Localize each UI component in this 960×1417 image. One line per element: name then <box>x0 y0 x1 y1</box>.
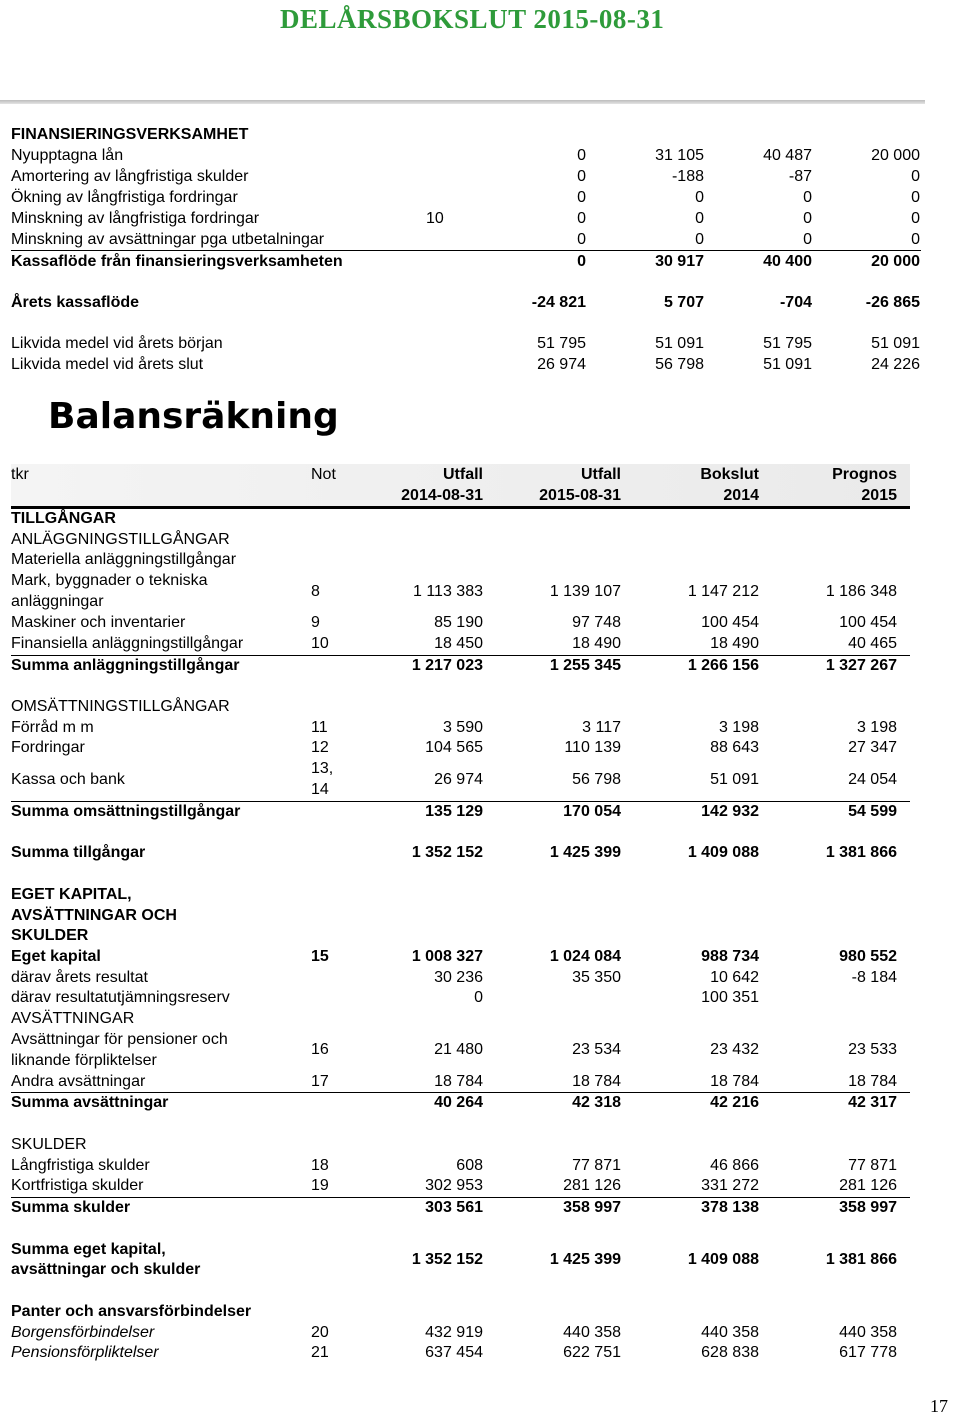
row-note: 11 <box>311 718 328 736</box>
row-label: Borgensförbindelser <box>11 1323 155 1341</box>
table-row <box>11 1343 910 1364</box>
row-note: 9 <box>311 614 320 632</box>
row-note: 15 <box>311 947 329 965</box>
cell-value: 51 795 <box>537 335 586 352</box>
cell-value: 1 409 088 <box>687 1250 759 1268</box>
table-row <box>11 145 921 166</box>
cell-value: 440 358 <box>839 1323 897 1341</box>
cell-value: 30 236 <box>434 968 483 986</box>
cell-value: 0 <box>803 231 812 248</box>
row-label: Mark, byggnader o tekniska anläggningar <box>11 572 208 611</box>
page-number: 17 <box>930 1396 948 1416</box>
row-label: Finansiella anläggningstillgångar <box>11 634 244 652</box>
subsection-heading: Materiella anläggningstillgångar <box>11 551 237 569</box>
header-col-3: Bokslut 2014 <box>700 466 759 504</box>
row-label: Summa skulder <box>11 1198 131 1216</box>
total-row <box>11 292 921 313</box>
header-divider <box>0 100 925 104</box>
cell-value: 0 <box>577 253 586 270</box>
section-heading: AVSÄTTNINGAR OCH <box>11 906 177 924</box>
cell-value: 51 091 <box>710 770 759 788</box>
table-row <box>11 208 921 229</box>
cell-value: 0 <box>695 189 704 206</box>
row-label: Minskning av avsättningar pga utbetalningar <box>11 231 325 248</box>
row-label: Summa avsättningar <box>11 1094 169 1112</box>
row-note: 19 <box>311 1177 329 1195</box>
header-col-2: Utfall 2015-08-31 <box>539 466 621 504</box>
table-row <box>11 229 921 251</box>
cell-value: 378 138 <box>701 1198 759 1216</box>
row-note: 8 <box>311 582 320 600</box>
row-label: Summa omsättningstillgångar <box>11 803 241 821</box>
row-label: Amortering av långfristiga skulder <box>11 168 249 185</box>
table-row <box>11 759 910 802</box>
cell-value: 0 <box>911 210 920 227</box>
cell-value: 97 748 <box>572 614 621 632</box>
row-label: Årets kassaflöde <box>11 294 140 311</box>
header-col-1: Utfall 2014-08-31 <box>401 466 483 504</box>
cell-value: 1 352 152 <box>411 1250 483 1268</box>
cell-value: 3 198 <box>856 718 897 736</box>
row-label: därav resultatutjämningsreserv <box>11 989 230 1007</box>
row-label: Summa tillgångar <box>11 844 146 862</box>
cell-value: 0 <box>803 210 812 227</box>
cell-value: 1 255 345 <box>549 656 621 674</box>
cell-value: 18 450 <box>434 634 483 652</box>
section-heading: ANLÄGGNINGSTILLGÅNGAR <box>11 530 230 548</box>
cell-value: 303 561 <box>425 1198 483 1216</box>
row-note: 10 <box>426 210 444 227</box>
row-label: Kassaflöde från finansieringsverksamheten <box>11 253 343 270</box>
total-row <box>11 1198 910 1219</box>
section-heading: TILLGÅNGAR <box>11 510 116 527</box>
cell-value: 51 091 <box>871 335 920 352</box>
cell-value: 20 000 <box>871 253 920 270</box>
table-row <box>11 187 921 208</box>
cell-value: -24 821 <box>531 294 586 311</box>
cell-value: 1 113 383 <box>413 582 483 600</box>
row-label: Maskiner och inventarier <box>11 614 186 632</box>
total-row <box>11 802 910 823</box>
total-row <box>11 656 910 677</box>
section-heading: Panter och ansvarsförbindelser <box>11 1303 252 1320</box>
row-label: Summa eget kapital, avsättningar och skulder <box>11 1240 201 1279</box>
cell-value: 980 552 <box>839 947 897 965</box>
section-heading: OMSÄTTNINGSTILLGÅNGAR <box>11 697 230 715</box>
cell-value: 24 226 <box>871 356 920 373</box>
cell-value: 18 784 <box>710 1072 759 1090</box>
cell-value: 608 <box>456 1156 483 1174</box>
cell-value: 18 784 <box>572 1072 621 1090</box>
total-row <box>11 1239 910 1281</box>
cell-value: 51 091 <box>655 335 704 352</box>
cell-value: 0 <box>577 147 586 164</box>
table-row <box>11 166 921 187</box>
cell-value: 432 919 <box>425 1323 483 1341</box>
cell-value: -704 <box>779 294 812 311</box>
table-row <box>11 988 910 1009</box>
cell-value: 622 751 <box>563 1344 621 1362</box>
cell-value: 1 139 107 <box>549 582 621 600</box>
cell-value: 42 317 <box>848 1094 897 1112</box>
cell-value: 358 997 <box>839 1198 897 1216</box>
cell-value: 51 795 <box>763 335 812 352</box>
cell-value: 40 465 <box>848 634 897 652</box>
row-label: Nyupptagna lån <box>11 147 124 164</box>
section-heading <box>11 124 921 145</box>
row-note: 10 <box>311 634 329 652</box>
row-note: 20 <box>311 1323 329 1341</box>
row-label: Pensionsförpliktelser <box>11 1344 159 1362</box>
cell-value: -188 <box>671 168 704 185</box>
section-heading: SKULDER <box>11 1135 87 1153</box>
cell-value: 51 091 <box>763 356 812 373</box>
cell-value: 23 534 <box>572 1041 621 1059</box>
section-heading: SKULDER <box>11 927 89 945</box>
cell-value: 637 454 <box>425 1344 483 1362</box>
cell-value: 1 425 399 <box>549 844 621 862</box>
cell-value: 40 487 <box>763 147 812 164</box>
table-row <box>11 613 910 634</box>
cell-value: 100 351 <box>701 989 759 1007</box>
cell-value: 31 105 <box>655 147 704 164</box>
cell-value: 1 024 084 <box>549 947 621 965</box>
cell-value: 26 974 <box>434 770 483 788</box>
cell-value: 3 117 <box>582 718 621 736</box>
row-label: Likvida medel vid årets slut <box>11 356 204 373</box>
cell-value: 26 974 <box>537 356 586 373</box>
section-heading: EGET KAPITAL, <box>11 885 132 903</box>
balance-sheet-title: Balansräkning <box>48 396 339 437</box>
row-note: 12 <box>311 739 329 757</box>
row-label: Minskning av långfristiga fordringar <box>11 210 260 227</box>
header-not: Not <box>311 466 336 483</box>
cell-value: 21 480 <box>434 1041 483 1059</box>
cell-value: 0 <box>695 210 704 227</box>
row-label: Fordringar <box>11 739 85 757</box>
table-row <box>11 1072 910 1094</box>
cell-value: -26 865 <box>865 294 920 311</box>
row-label: Förråd m m <box>11 718 94 736</box>
table-row <box>11 718 910 739</box>
cell-value: 24 054 <box>848 770 897 788</box>
table-row <box>11 947 910 968</box>
cell-value: 302 953 <box>425 1177 483 1195</box>
cell-value: 77 871 <box>848 1156 897 1174</box>
financing-section <box>11 124 921 375</box>
table-header <box>11 464 910 509</box>
cell-value: 23 533 <box>848 1041 897 1059</box>
cell-value: 1 147 212 <box>687 582 759 600</box>
cell-value: 170 054 <box>563 803 621 821</box>
cell-value: 20 000 <box>871 147 920 164</box>
cell-value: 331 272 <box>701 1177 759 1195</box>
cell-value: 5 707 <box>663 294 704 311</box>
document-title: DELÅRSBOKSLUT 2015-08-31 <box>280 4 665 34</box>
section-heading: AVSÄTTNINGAR <box>11 1010 135 1028</box>
cell-value: 3 198 <box>718 718 759 736</box>
cell-value: 1 008 327 <box>411 947 483 965</box>
cell-value: 135 129 <box>425 803 483 821</box>
financing-title: FINANSIERINGSVERKSAMHET <box>11 126 249 143</box>
cell-value: 0 <box>577 210 586 227</box>
table-row <box>11 968 910 989</box>
cell-value: 440 358 <box>563 1323 621 1341</box>
table-row <box>11 571 910 613</box>
cell-value: 18 784 <box>434 1072 483 1090</box>
row-label: Ökning av långfristiga fordringar <box>11 189 238 206</box>
table-row <box>11 354 921 375</box>
cell-value: 281 126 <box>563 1177 621 1195</box>
row-note: 16 <box>311 1041 329 1059</box>
row-label: Långfristiga skulder <box>11 1156 150 1174</box>
cell-value: 1 409 088 <box>687 844 759 862</box>
row-label: Summa anläggningstillgångar <box>11 656 240 674</box>
cell-value: 40 400 <box>763 253 812 270</box>
table-row <box>11 333 921 354</box>
row-note <box>426 187 466 208</box>
cell-value: 54 599 <box>848 803 897 821</box>
row-label: Kassa och bank <box>11 770 125 788</box>
cell-value: 440 358 <box>701 1323 759 1341</box>
cell-value: 0 <box>911 231 920 248</box>
table-row <box>11 1176 910 1198</box>
table-row <box>11 1156 910 1177</box>
cell-value: 18 490 <box>710 634 759 652</box>
cell-value: 100 454 <box>839 614 897 632</box>
row-note: 17 <box>311 1072 329 1090</box>
header-tkr: tkr <box>11 466 29 483</box>
cell-value: 0 <box>695 231 704 248</box>
cell-value: 85 190 <box>434 614 483 632</box>
total-row <box>11 843 910 864</box>
cell-value: 77 871 <box>572 1156 621 1174</box>
cell-value: 42 216 <box>710 1094 759 1112</box>
cell-value: 988 734 <box>701 947 759 965</box>
row-label: Andra avsättningar <box>11 1072 146 1090</box>
cell-value: 1 217 023 <box>411 656 483 674</box>
cell-value: 0 <box>577 231 586 248</box>
row-note <box>426 229 466 250</box>
cell-value: 1 381 866 <box>825 1250 897 1268</box>
cell-value: 88 643 <box>710 739 759 757</box>
row-label: Kortfristiga skulder <box>11 1177 144 1195</box>
cell-value: 110 139 <box>564 739 621 757</box>
cell-value: 3 590 <box>442 718 483 736</box>
cell-value: 0 <box>803 189 812 206</box>
row-note: 18 <box>311 1156 329 1174</box>
cell-value: 0 <box>911 189 920 206</box>
cell-value: 0 <box>474 989 483 1007</box>
cell-value: 0 <box>911 168 920 185</box>
row-note <box>426 145 466 166</box>
cell-value: 1 186 348 <box>825 582 897 600</box>
row-label: därav årets resultat <box>11 968 148 986</box>
balance-sheet-table <box>11 464 910 1364</box>
cell-value: -87 <box>788 168 812 185</box>
cell-value: 18 490 <box>572 634 621 652</box>
row-note <box>426 166 466 187</box>
cell-value: 1 381 866 <box>825 844 897 862</box>
cell-value: 1 352 152 <box>411 844 483 862</box>
cell-value: 617 778 <box>839 1344 897 1362</box>
cell-value: 1 327 267 <box>825 656 897 674</box>
cell-value: 56 798 <box>655 356 704 373</box>
cell-value: 281 126 <box>839 1177 897 1195</box>
cell-value: 1 425 399 <box>549 1250 621 1268</box>
row-label: Eget kapital <box>11 947 101 965</box>
row-label: Likvida medel vid årets början <box>11 335 223 352</box>
cell-value: 1 266 156 <box>687 656 759 674</box>
cell-value: 30 917 <box>655 253 704 270</box>
total-row <box>11 1093 910 1114</box>
cell-value: 40 264 <box>434 1094 483 1112</box>
cell-value: 27 347 <box>848 739 897 757</box>
row-note: 21 <box>311 1344 329 1362</box>
row-note: 13, 14 <box>311 760 334 799</box>
cell-value: 56 798 <box>572 770 621 788</box>
total-row <box>11 251 921 272</box>
cell-value: 23 432 <box>710 1041 759 1059</box>
cell-value: 18 784 <box>848 1072 897 1090</box>
table-row <box>11 634 910 656</box>
cell-value: 104 565 <box>425 739 483 757</box>
table-row <box>11 738 910 759</box>
header-col-4: Prognos 2015 <box>832 466 897 504</box>
table-row <box>11 1323 910 1344</box>
cell-value: 35 350 <box>572 968 621 986</box>
cell-value: 142 932 <box>701 803 759 821</box>
cell-value: 0 <box>577 168 586 185</box>
cell-value: 628 838 <box>701 1344 759 1362</box>
cell-value: 100 454 <box>701 614 759 632</box>
row-label: Avsättningar för pensioner och liknande förpliktelser <box>11 1031 228 1069</box>
cell-value: 42 318 <box>572 1094 621 1112</box>
table-row <box>11 1030 910 1072</box>
cell-value: 0 <box>577 189 586 206</box>
cell-value: 10 642 <box>710 968 759 986</box>
cell-value: 46 866 <box>710 1156 759 1174</box>
cell-value: -8 184 <box>851 968 897 986</box>
cell-value: 358 997 <box>563 1198 621 1216</box>
